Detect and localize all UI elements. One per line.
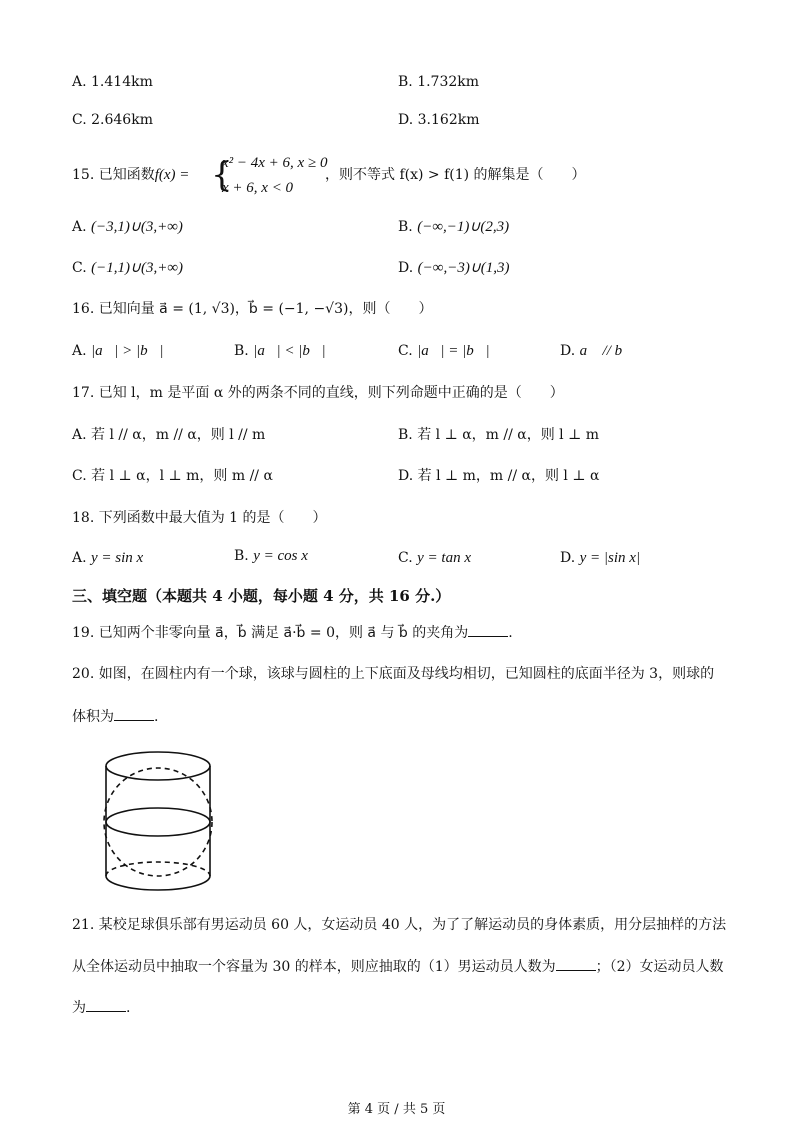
page-footer: 第 4 页 / 共 5 页 <box>347 1102 446 1117</box>
q14-option-b: B. 1.732km <box>398 74 480 90</box>
q16-option-a: A. |a⃗| > |b⃗| <box>72 343 164 359</box>
brace: { <box>211 155 233 195</box>
cylinder-sphere-figure <box>100 748 220 898</box>
q19: 19. 已知两个非零向量 a⃗，b⃗ 满足 a⃗·b⃗ = 0，则 a⃗ 与 b⃗ 的夹角为 . <box>72 622 513 643</box>
q17-option-d: D. 若 l ⊥ m，m // α，则 l ⊥ α <box>398 468 600 484</box>
q20-line-2: 体积为 . <box>72 706 158 727</box>
answer-blank-female[interactable] <box>86 997 126 1012</box>
q15-stem: 15. 已知函数f(x) = <box>72 167 190 183</box>
q15-stem-suffix: ，则不等式 f(x) > f(1) 的解集是（ ） <box>325 167 586 183</box>
sphere-equator-back <box>106 808 210 822</box>
q15-case-2: x + 6, x < 0 <box>222 180 294 196</box>
q16-option-b: B. |a⃗| < |b⃗| <box>234 343 326 359</box>
q15-option-b: B. (−∞,−1)∪(2,3) <box>398 219 510 235</box>
cylinder-bottom-front <box>106 876 210 890</box>
answer-blank[interactable] <box>468 622 508 637</box>
cylinder-bottom-back <box>106 862 210 876</box>
q18-option-d: D. y = |sin x| <box>560 550 641 566</box>
q14-option-a: A. 1.414km <box>72 74 153 90</box>
q15-option-c: C. (−1,1)∪(3,+∞) <box>72 260 184 276</box>
q17-stem: 17. 已知 l，m 是平面 α 外的两条不同的直线，则下列命题中正确的是（ ） <box>72 385 564 401</box>
q21-line-1: 21. 某校足球俱乐部有男运动员 60 人，女运动员 40 人，为了了解运动员的身体素质，用分层抽样的方法 <box>72 917 727 933</box>
q17-option-a: A. 若 l // α，m // α，则 l // m <box>72 427 266 443</box>
q15-option-d: D. (−∞,−3)∪(1,3) <box>398 260 510 276</box>
q18-option-b: B. y = cos x <box>234 548 308 564</box>
q18-option-c: C. y = tan x <box>398 550 471 566</box>
q16-stem: 16. 已知向量 a⃗ = (1, √3)，b⃗ = (−1, −√3)，则（ ） <box>72 301 433 317</box>
q16-option-c: C. |a⃗| = |b⃗| <box>398 343 490 359</box>
q17-option-b: B. 若 l ⊥ α，m // α，则 l ⊥ m <box>398 427 599 443</box>
q15-option-a: A. (−3,1)∪(3,+∞) <box>72 219 183 235</box>
q18-option-a: A. y = sin x <box>72 550 144 566</box>
q21-line-2: 从全体运动员中抽取一个容量为 30 的样本，则应抽取的（1）男运动员人数为 ；（2）女运动员人数 <box>72 956 724 977</box>
sphere-equator-front <box>106 822 210 836</box>
q20-line-1: 20. 如图，在圆柱内有一个球，该球与圆柱的上下底面及母线均相切，已知圆柱的底面半径为 3，则球的 <box>72 666 715 682</box>
q17-option-c: C. 若 l ⊥ α，l ⊥ m，则 m // α <box>72 468 273 484</box>
q14-option-c: C. 2.646km <box>72 112 153 128</box>
q15-case-1: x² − 4x + 6, x ≥ 0 <box>222 155 328 171</box>
q16-option-d: D. a⃗ // b⃗ <box>560 343 634 359</box>
answer-blank-male[interactable] <box>556 956 596 971</box>
q21-line-3: 为 . <box>72 997 130 1018</box>
cylinder-top-ellipse <box>106 752 210 780</box>
section-heading: 三、填空题（本题共 4 小题，每小题 4 分，共 16 分.） <box>72 587 451 605</box>
sphere-outline <box>104 768 212 876</box>
q14-option-d: D. 3.162km <box>398 112 480 128</box>
q18-stem: 18. 下列函数中最大值为 1 的是（ ） <box>72 510 327 526</box>
answer-blank[interactable] <box>114 706 154 721</box>
